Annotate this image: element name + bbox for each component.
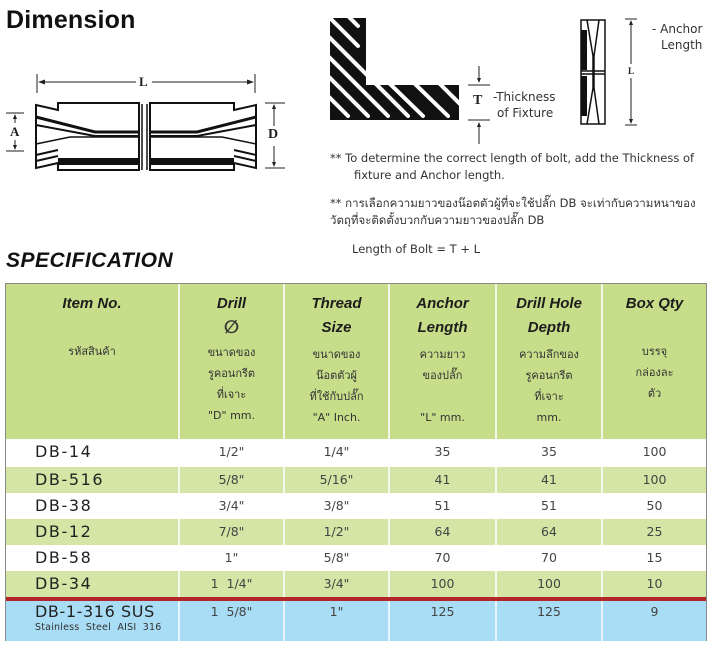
label-T: T [473, 93, 483, 108]
cell-thread: 5/16" [284, 467, 389, 493]
cell-item [6, 601, 179, 641]
cell-thread: 1" [284, 601, 389, 641]
cell-hole-depth: 125 [496, 601, 602, 641]
sus-item-code: DB-1-316 SUS [35, 602, 155, 621]
label-L-vertical: L [628, 66, 635, 76]
header-box-qty: Box Qty บรรจุ กล่องละ ตัว [602, 284, 706, 439]
cell-thread: 5/8" [284, 545, 389, 571]
cell-hole-depth: 64 [496, 519, 602, 545]
cell-drill: 1 5/8" [179, 601, 284, 641]
cell-thread: 3/8" [284, 493, 389, 519]
cell-box-qty: 9 [602, 601, 706, 641]
specification-title: SPECIFICATION [6, 249, 174, 272]
cell-item: DB-14 [35, 442, 93, 461]
cell-hole-depth: 70 [496, 545, 602, 571]
cell-hole-depth: 51 [496, 493, 602, 519]
cell-anchor-length: 100 [389, 571, 496, 597]
label-D: D [268, 127, 279, 142]
cell-hole-depth: 100 [496, 571, 602, 597]
sus-material: Stainless Steel AISI 316 [35, 622, 162, 633]
table-row [6, 439, 706, 467]
cell-anchor-length: 70 [389, 545, 496, 571]
header-drill-hole-depth: Drill Hole Depth ความลึกของ รูคอนกรีต ที่เจาะ mm. [496, 284, 602, 439]
cell-hole-depth: 35 [496, 439, 602, 467]
anchor-length-diagram [575, 16, 645, 128]
header-item-no: Item No. รหัสสินค้า [62, 295, 122, 358]
anchor-length-caption-line2: Length [661, 38, 703, 52]
table-row [6, 571, 706, 597]
cell-box-qty: 15 [602, 545, 706, 571]
dimension-title: Dimension [6, 6, 136, 34]
table-row [6, 467, 706, 493]
label-A: A [10, 124, 20, 139]
cell-thread: 3/4" [284, 571, 389, 597]
table-row [6, 493, 706, 519]
cell-drill: 3/4" [179, 493, 284, 519]
cell-drill: 1" [179, 545, 284, 571]
table-header-row [6, 284, 706, 439]
anchor-vertical-drawing-icon [575, 16, 645, 128]
cell-anchor-length: 64 [389, 519, 496, 545]
diameter-icon: ∅ [223, 317, 240, 337]
note-thai-text: ** การเลือกความยาวของน๊อตตัวผู้ที่จะใช้ปลั๊ก DB จะเท่ากับความหนาของวัตถุที่จะติดตั้งบวกกับความยาวของปลั๊ก DB [330, 196, 696, 227]
cell-hole-depth: 41 [496, 467, 602, 493]
header-drill: Drill ∅ ขนาดของ รูคอนกรีต ที่เจาะ "D" mm. [179, 284, 284, 439]
cell-item: DB-516 [35, 470, 105, 489]
specification-table [5, 283, 707, 641]
cell-thread: 1/4" [284, 439, 389, 467]
thickness-caption [493, 89, 556, 121]
cell-drill: 1 1/4" [179, 571, 284, 597]
anchor-side-diagram [0, 60, 300, 180]
thickness-caption-line1: -Thickness [493, 90, 556, 104]
cell-anchor-length: 51 [389, 493, 496, 519]
note-english [330, 150, 710, 184]
cell-drill: 1/2" [179, 439, 284, 467]
cell-box-qty: 50 [602, 493, 706, 519]
header-thread-size: Thread Size ขนาดของ น๊อตตัวผู้ ที่ใช้กับปลั๊ก "A" Inch. [284, 284, 389, 439]
cell-item: DB-58 [35, 548, 93, 567]
anchor-side-drawing-icon [0, 60, 300, 180]
anchor-length-caption-line1: - Anchor [652, 22, 703, 36]
table-row [6, 519, 706, 545]
cell-box-qty: 10 [602, 571, 706, 597]
cell-anchor-length: 41 [389, 467, 496, 493]
thickness-caption-line2: of Fixture [497, 106, 554, 120]
cell-item: DB-38 [35, 496, 93, 515]
table-row [6, 545, 706, 571]
hatched-fixture-icon [328, 16, 468, 126]
note-thai [330, 195, 710, 229]
label-L: L [139, 74, 148, 89]
note-english-text: ** To determine the correct length of bolt, add the Thickness of fixture and Anchor length. [330, 151, 695, 182]
cell-thread: 1/2" [284, 519, 389, 545]
cell-anchor-length: 35 [389, 439, 496, 467]
cell-box-qty: 100 [602, 467, 706, 493]
anchor-length-caption [652, 21, 702, 53]
cell-anchor-length: 125 [389, 601, 496, 641]
cell-box-qty: 100 [602, 439, 706, 467]
table-row-sus [6, 601, 706, 641]
cell-item: DB-12 [35, 522, 93, 541]
cell-drill: 5/8" [179, 467, 284, 493]
fixture-diagram [328, 16, 468, 126]
cell-item: DB-34 [35, 574, 93, 593]
cell-box-qty: 25 [602, 519, 706, 545]
header-anchor-length: Anchor Length ความยาว ของปลั๊ก "L" mm. [389, 284, 496, 439]
cell-drill: 7/8" [179, 519, 284, 545]
bolt-length-formula: Length of Bolt = T + L [352, 242, 481, 256]
